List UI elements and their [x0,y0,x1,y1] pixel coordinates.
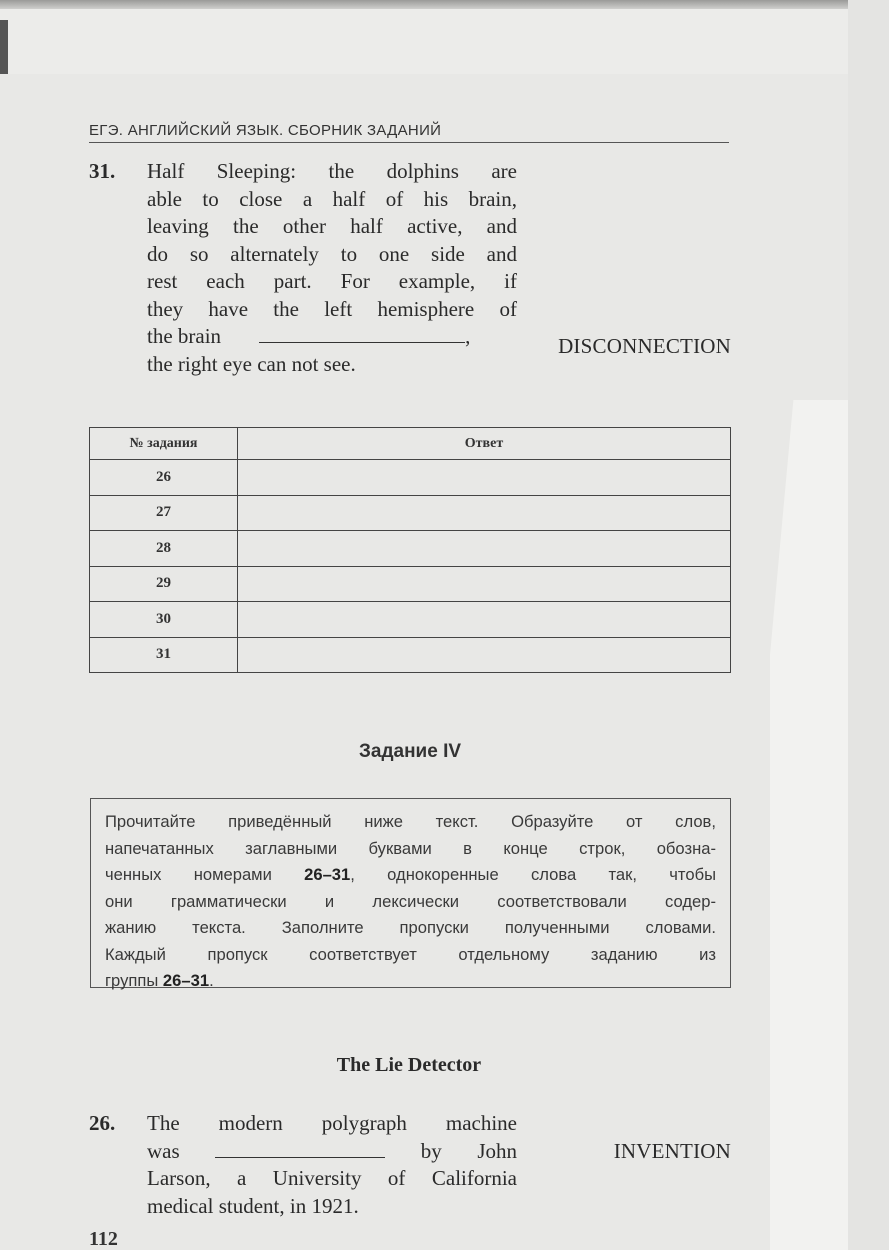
table-header-row [90,428,731,460]
table-row [90,637,731,673]
task-number-cell: 30 [90,602,238,638]
item-line-end: by John [420,1138,517,1163]
answer-blank[interactable] [215,1140,385,1158]
instruction-line: напечатанных заглавными буквами в конце строк, обозна- [105,838,716,858]
instruction-line: Прочитайте приведённый ниже текст. Образуйте от слов, [105,812,716,831]
task-number-cell: 29 [90,566,238,602]
page-edge-fold [770,400,848,1250]
item-line: they have the left hemisphere of [147,296,517,321]
table-row [90,602,731,638]
instruction-line [105,862,716,889]
scan-background-top [0,0,889,80]
item-line: the right eye can not see. [147,351,356,376]
answer-cell[interactable] [238,531,731,567]
column-header-number: № задания [90,428,238,460]
instructions-box [90,798,731,988]
answer-cell[interactable] [238,637,731,673]
item-line-with-blank [147,323,517,351]
running-head: ЕГЭ. АНГЛИЙСКИЙ ЯЗЫК. СБОРНИК ЗАДАНИЙ [89,122,729,143]
exercise-item-31 [89,158,731,378]
item-number: 26. [89,1111,116,1135]
item-line: The modern polygraph machine [147,1111,517,1135]
column-header-answer: Ответ [238,428,731,460]
text-title: The Lie Detector [336,1054,482,1076]
item-line: able to close a half of his brain, [147,186,517,211]
section-title: Задание IV [358,741,462,762]
instruction-text: . [209,971,214,990]
answer-table [89,427,731,673]
table-row [90,460,731,496]
item-text [147,1110,517,1220]
item-line: medical student, in 1921. [147,1193,359,1218]
instruction-line: Каждый пропуск соответствует отдельному заданию из [105,944,716,964]
exercise-item-26 [89,1110,731,1225]
page-number: 112 [89,1228,118,1250]
instruction-text: группы [105,971,163,990]
instruction-text: ченных номерами [105,865,305,884]
item-line-with-blank [147,1138,517,1166]
instruction-text: , однокоренные слова так, чтобы [350,865,716,884]
answer-cell[interactable] [238,602,731,638]
table-row [90,566,731,602]
item-line-end: , [465,324,471,348]
item-line: Half Sleeping: the dolphins are [147,159,517,183]
instruction-line [105,968,716,995]
answer-cell[interactable] [238,495,731,531]
item-number: 31. [89,159,116,183]
item-line-start: the brain [147,324,222,348]
task-number-cell: 26 [90,460,238,496]
item-line: Larson, a University of California [147,1166,517,1190]
item-line: rest each part. For example, if [147,269,517,293]
scan-background-right [848,0,889,1250]
instruction-line: они грамматически и лексически соответствовали содер- [105,891,716,911]
item-line: leaving the other half active, and [147,214,517,238]
instruction-line: жанию текста. Заполните пропуски полученными словами. [105,918,716,937]
scan-left-mark [0,20,8,80]
item-line-start: was [147,1138,180,1163]
item-text [147,158,517,378]
task-number-cell: 27 [90,495,238,531]
task-number-cell: 28 [90,531,238,567]
answer-blank[interactable] [259,325,465,343]
scan-edge-shadow [0,0,889,9]
instruction-range: 26–31 [304,865,351,884]
instruction-range: 26–31 [162,971,210,990]
keyword: INVENTION [613,1139,731,1163]
item-line: do so alternately to one side and [147,241,517,266]
answer-cell[interactable] [238,566,731,602]
keyword: DISCONNECTION [558,334,731,358]
table-row [90,531,731,567]
task-number-cell: 31 [90,637,238,673]
table-row [90,495,731,531]
answer-cell[interactable] [238,460,731,496]
